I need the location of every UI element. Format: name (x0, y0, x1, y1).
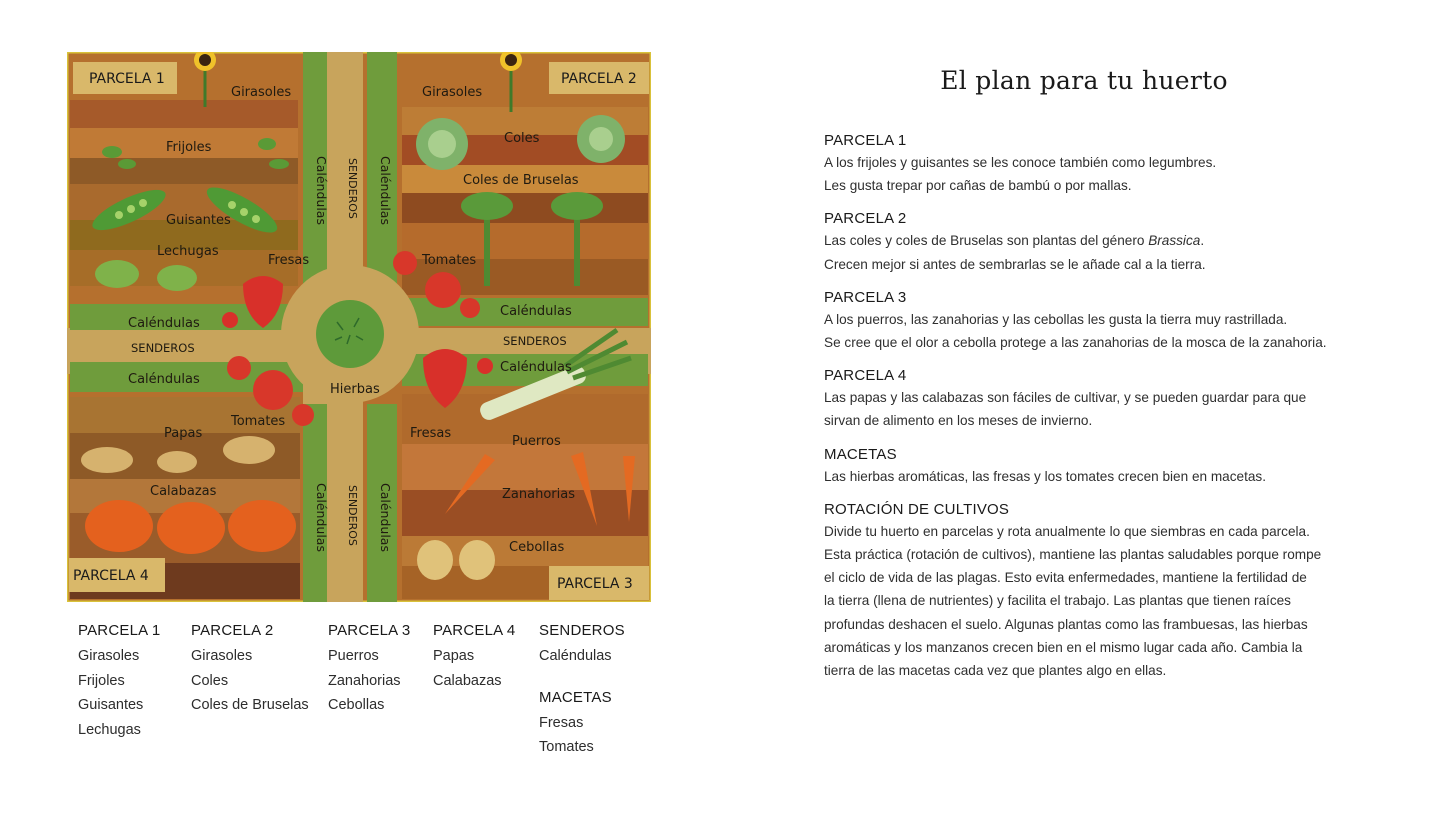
legend-parcela-4 (433, 621, 515, 694)
legend-item: Girasoles (191, 648, 253, 664)
legend-parcela-2 (191, 621, 309, 719)
label-senderos-right: SENDEROS (503, 334, 567, 348)
label-calendulas-v1: Caléndulas (314, 156, 329, 225)
label-fresas-right: Fresas (410, 426, 452, 441)
label-tomates-right: Tomates (422, 253, 477, 268)
section-line: Divide tu huerto en parcelas y rota anualmente lo que siembras en cada parcela. (824, 523, 1310, 539)
tag-parcela-1: PARCELA 1 (89, 71, 165, 87)
section-line: Las coles y coles de Bruselas son plantas del género Brassica. (824, 233, 1205, 249)
label-coles-de-bruselas: Coles de Bruselas (463, 173, 579, 188)
tag-parcela-4: PARCELA 4 (73, 568, 149, 584)
label-coles: Coles (504, 131, 540, 146)
section-line: el ciclo de vida de las plagas. Esto evita enfermedades, mantiene la fertilidad de (824, 570, 1307, 586)
garden-illustration (67, 52, 651, 602)
legend-item: Coles de Bruselas (191, 697, 309, 713)
section-heading: PARCELA 4 (824, 367, 907, 385)
section-line: A los puerros, las zanahorias y las cebollas les gusta la tierra muy rastrillada. (824, 311, 1288, 327)
label-girasoles-left: Girasoles (231, 85, 292, 100)
section-line: la tierra (llena de nutrientes) y facilita el trabajo. Las plantas que tienen raíces (824, 593, 1291, 609)
legend-item: Coles (191, 672, 229, 689)
section-heading: PARCELA 2 (824, 210, 907, 228)
legend-heading: MACETAS (539, 688, 612, 706)
legend-item: Zanahorias (328, 672, 401, 689)
label-tomates-left: Tomates (231, 414, 286, 429)
section-line: Crecen mejor si antes de sembrarlas se le añade cal a la tierra. (824, 256, 1206, 272)
section-heading: PARCELA 1 (824, 132, 907, 149)
section-line: aromáticas y los manzanos crecen bien en el mismo lugar cada año. Cambia la (824, 639, 1303, 655)
label-calendulas-p4: Caléndulas (128, 372, 200, 387)
label-calendulas-v2: Caléndulas (378, 156, 393, 225)
label-calendulas-p1: Caléndulas (128, 316, 200, 331)
garden-map (67, 52, 651, 602)
garden-notes (824, 131, 1364, 682)
label-hierbas: Hierbas (330, 382, 380, 397)
legend-parcela-3 (328, 621, 410, 719)
tag-parcela-3: PARCELA 3 (557, 576, 633, 592)
pumpkin-icon (85, 500, 296, 554)
section-line: Se cree que el olor a cebolla protege a las zanahorias de la mosca de la zanahoria. (824, 335, 1327, 351)
legend-item: Papas (433, 648, 475, 664)
legend-item: Tomates (539, 739, 594, 755)
page-title: El plan para tu huerto (940, 66, 1228, 95)
section-heading: ROTACIÓN DE CULTIVOS (824, 500, 1010, 518)
section-line: Esta práctica (rotación de cultivos), mantiene las plantas saludables porque rompe (824, 547, 1322, 563)
legend-heading: PARCELA 2 (191, 622, 274, 639)
label-senderos-v-top: SENDEROS (346, 158, 359, 219)
legend-item: Cebollas (328, 697, 385, 713)
legend-heading: PARCELA 1 (78, 622, 161, 639)
legend-item: Calabazas (433, 672, 502, 689)
legend-item: Puerros (328, 648, 379, 664)
section-line: profundas deshacen el suelo. Algunas plantas como las frambuesas, las hierbas (824, 616, 1308, 632)
genus-name: Brassica (1148, 233, 1201, 249)
legend-item: Caléndulas (539, 648, 612, 664)
section-line: Las hierbas aromáticas, las fresas y los tomates crecen bien en macetas. (824, 468, 1267, 484)
label-frijoles: Frijoles (166, 140, 212, 155)
tag-parcela-2: PARCELA 2 (561, 71, 637, 87)
legend-parcela-1 (78, 621, 160, 743)
legend-item: Guisantes (78, 697, 144, 713)
section-line: tierra de las macetas cada vez que plantes algo en ellas. (824, 663, 1167, 679)
label-calendulas-v3: Caléndulas (314, 483, 329, 552)
legend-heading: PARCELA 3 (328, 622, 411, 639)
label-papas: Papas (164, 426, 203, 441)
legend-item: Frijoles (78, 672, 125, 689)
herb-bed (316, 300, 384, 368)
label-senderos-left: SENDEROS (131, 341, 195, 355)
section-line: Las papas y las calabazas son fáciles de cultivar, y se pueden guardar para que (824, 390, 1307, 406)
label-puerros: Puerros (512, 434, 561, 449)
label-lechugas: Lechugas (157, 244, 219, 259)
label-calendulas-p2: Caléndulas (500, 304, 572, 319)
section-heading: MACETAS (824, 445, 897, 463)
legend-heading: SENDEROS (539, 622, 625, 639)
label-calendulas-p3: Caléndulas (500, 360, 572, 375)
label-senderos-v-bottom: SENDEROS (346, 485, 359, 546)
label-fresas-left: Fresas (268, 253, 310, 268)
section-heading: PARCELA 3 (824, 288, 907, 306)
label-cebollas: Cebollas (509, 540, 565, 555)
label-girasoles-right: Girasoles (422, 85, 483, 100)
label-zanahorias: Zanahorias (502, 487, 575, 502)
label-calabazas: Calabazas (150, 484, 217, 499)
legend-item: Girasoles (78, 648, 140, 664)
section-line: Les gusta trepar por cañas de bambú o por mallas. (824, 178, 1132, 194)
legend-item: Lechugas (78, 721, 141, 738)
section-line: sirvan de alimento en los meses de invierno. (824, 413, 1093, 429)
section-line: A los frijoles y guisantes se les conoce también como legumbres. (824, 155, 1217, 170)
label-guisantes: Guisantes (166, 213, 231, 228)
legend-heading: PARCELA 4 (433, 622, 516, 639)
legend-item: Fresas (539, 714, 584, 731)
legend-senderos-macetas (539, 621, 625, 761)
label-calendulas-v4: Caléndulas (378, 483, 393, 552)
